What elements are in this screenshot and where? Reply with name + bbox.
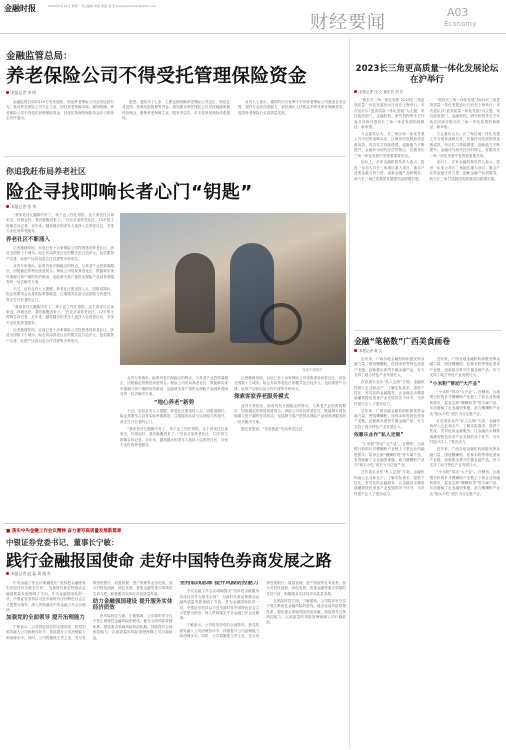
- subhead: 助力金融强国建设 提升服务实体经济质效: [92, 599, 173, 611]
- article-headline: 2023长三角更高质量一体化发展论坛在沪举行: [355, 64, 499, 85]
- article-securities: [4, 526, 346, 750]
- bullet-icon: [6, 91, 9, 94]
- article-body-col1: “我家老伴儿腿脚不好了，孩子也工作忙得很，这个养老社区离家近，环境也好，我们就搬进来了。”在北京某养老社区，72岁的王阿姨告诉记者。近年来，越来越多的老年人选择入住养老社区，享受专业化的养老服务。 养老社区不断涌入 记者梳理发现，目前已有十余家保险公司投资建设养老社区，涉及全国数十个城市。险企布局养老社区的模式也日趋多元，包括重资产自建、轻资产运营以及合作共建等多种形式。 业内专家指出，险资具有长期稳定的特点，与养老产业投资周期长、回报稳定的特征高度契合。保险公司布局养老社区，既能够实现负债端与资产端的有效联动，也能够为客户提供从保险产品到养老服务的一站式解决方案。 不过，也有业内人士提醒，养老社区建设投入大、回报周期长，险企需要结合自身实际审慎推进，注重服务品质与运营能力的提升，真正打开长者的心门。 “我家老伴儿腿脚不好了，孩子也工作忙得很，这个养老社区离家近，环境也好，我们就搬进来了。”在北京某养老社区，72岁的王阿姨告诉记者。近年来，越来越多的老年人选择入住养老社区，享受专业化的养老服务。 记者梳理发现，目前已有十余家保险公司投资建设养老社区，涉及全国数十个城市。险企布局养老社区的模式也日趋多元，包括重资产自建、轻资产运营以及合作共建等多种形式。: [6, 213, 114, 343]
- article-kicker: 金融监管总局：: [6, 51, 73, 62]
- article-byline: 本报记者 沈 文 通讯员 刘 洋: [354, 90, 403, 95]
- article-yangtze-forum: [352, 38, 502, 328]
- article-divider: [354, 330, 502, 331]
- page-number: A03: [447, 6, 469, 19]
- article-divider: [4, 523, 346, 524]
- article-byline: 本报记者 李 明: [6, 90, 36, 96]
- article-body: “做好长三角一体化发展”2023长三角更高质量一体化发展论坛日前在上海举行。本次论坛以“更高质量一体化发展”为主题，来自政府部门、金融机构、研究机构等多方代表共同探讨推动长三角一体化发展的新路径、新举措。 与会嘉宾认为，长三角区域一体化发展上升为国家战略以来，区域协同发展取得显著成效，经济实力持续增强，创新能力不断提升。金融作为现代经济的核心，在服务长三角一体化发展中发挥着重要作用。 论坛上，多家金融机构负责人表示，将进一步加大对长三角地区重大项目、重点产业的金融支持力度，创新金融产品和服务，助力长三角打造我国发展强劲活跃增长极。 “做好长三角一体化发展”2023长三角更高质量一体化发展论坛日前在上海举行。本次论坛以“更高质量一体化发展”为主题，来自政府部门、金融机构、研究机构等多方代表共同探讨推动长三角一体化发展的新路径、新举措。 与会嘉宾认为，长三角区域一体化发展上升为国家战略以来，区域协同发展取得显著成效，经济实力持续增强，创新能力不断提升。金融作为现代经济的核心，在服务长三角一体化发展中发挥着重要作用。 论坛上，多家金融机构负责人表示，将进一步加大对长三角地区重大项目、重点产业的金融支持力度，创新金融产品和服务，助力长三角打造我国发展强劲活跃增长极。: [354, 98, 500, 181]
- bullet-icon: [6, 205, 9, 208]
- elderly-care-photo: [120, 213, 346, 365]
- article-body: 金融监管总局5月19日发布通知，规范养老保险公司业务运营行为，推动养老保险公司专注主业，回归养老保障本源。通知明确，养老保险公司不得受托管理保险资金，其受托管理的保险资金应当按规定有序退出。 据悉，通知共十七条，主要包括明确养老保险公司定位、规范业务范围、加强风险管理等内容。通知要求养老保险公司坚持稳健审慎经营理念，聚焦养老保障主业，服务多层次、多支柱养老保险体系建设。 业内人士表示，通知的出台有利于引导养老保险公司厘清业务边界，提升专业化经营能力，更好满足人民群众多样化养老保障需求，促进养老保险行业高质量发展。: [6, 100, 346, 121]
- section-english: Economy: [444, 20, 477, 28]
- article-headline: 险企寻找叩响长者心门“钥匙”: [6, 182, 253, 203]
- subhead: 依靠乐业作“私人定制”: [354, 433, 404, 439]
- article-divider: [4, 156, 346, 157]
- subhead: 加强党的全面领导 提升治理能力: [6, 615, 85, 622]
- subhead: “小米粉”带动“大产业”: [429, 381, 481, 387]
- bullet-icon: [6, 572, 9, 575]
- article-byline: 本报记者 黄 文: [354, 349, 382, 354]
- section-title: 财经要闻: [310, 12, 386, 33]
- masthead-divider: [0, 33, 506, 34]
- subhead: 探索客家养老服务模式: [234, 394, 290, 401]
- article-body: 近年来，广西各地金融机构积极发挥金融力量，围绕螺蛳粉、桂林米粉等特色美食产业链，创新推出系列专属金融产品，有力支持了地方特色产业发展壮大。 在依靠乐业作“私人定制”方面，金融机构深入企业和农户，了解实际需求，提供个性化、差异化的金融服务，让金融活水精准滴灌到特色美食产业发展的各个环节，为乡村振兴注入了强劲动力。 近年来，广西各地金融机构积极发挥金融力量，围绕螺蛳粉、桂林米粉等特色美食产业链，创新推出系列专属金融产品，有力支持了地方特色产业发展壮大。 依靠乐业作“私人定制” “小米粉”带动“大产业”。在柳州，当地银行机构针对螺蛳粉产业链上下游企业的融资需求，量身定制“螺蛳粉贷”等专属产品，有效破解了企业融资难题，助力螺蛳粉产业从“街头小吃”成长为百亿级产业。 在依靠乐业作“私人定制”方面，金融机构深入企业和农户，了解实际需求，提供个性化、差异化的金融服务，让金融活水精准滴灌到特色美食产业发展的各个环节，为乡村振兴注入了强劲动力。 近年来，广西各地金融机构积极发挥金融力量，围绕螺蛳粉、桂林米粉等特色美食产业链，创新推出系列专属金融产品，有力支持了地方特色产业发展壮大。 “小米粉”带动“大产业” “小米粉”带动“大产业”。在柳州，当地银行机构针对螺蛳粉产业链上下游企业的融资需求，量身定制“螺蛳粉贷”等专属产品，有效破解了企业融资难题，助力螺蛳粉产业从“街头小吃”成长为百亿级产业。 在依靠乐业作“私人定制”方面，金融机构深入企业和农户，了解实际需求，提供个性化、差异化的金融服务，让金融活水精准滴灌到特色美食产业发展的各个环节，为乡村振兴注入了强劲动力。 近年来，广西各地金融机构积极发挥金融力量，围绕螺蛳粉、桂林米粉等特色美食产业链，创新推出系列专属金融产品，有力支持了地方特色产业发展壮大。 “小米粉”带动“大产业”。在柳州，当地银行机构针对螺蛳粉产业链上下游企业的融资需求，量身定制“螺蛳粉贷”等专属产品，有效破解了企业融资难题，助力螺蛳粉产业从“街头小吃”成长为百亿级产业。: [354, 357, 500, 496]
- paper-name: 金融时报: [4, 3, 36, 13]
- article-guangxi-food: [352, 332, 502, 748]
- article-headline: 养老保险公司不得受托管理保险资金: [6, 66, 307, 87]
- subhead: “地心养老”新势: [153, 399, 195, 406]
- article-insurance-regulation: [4, 38, 346, 138]
- article-headline: 金融“笔秘数”广西美食画卷: [354, 337, 451, 346]
- bullet-icon: [354, 90, 357, 93]
- final-caption: 据记者报道，“你追我赶”布局养老社区: [241, 426, 303, 431]
- article-tagline: ■ 落实中央金融工作会议精神 奋力谱写高质量发展新篇章: [6, 529, 122, 534]
- bullet-icon: [354, 349, 357, 352]
- article-elderly-care: [4, 158, 346, 518]
- column-divider: [349, 38, 350, 748]
- article-byline: 本报记者 张 华: [6, 204, 36, 210]
- article-kicker: 你追我赶布局养老社区: [6, 167, 86, 176]
- photo-figure-wheelchair: [260, 303, 302, 345]
- article-headline: 践行金融报国使命 走好中国特色券商发展之路: [6, 551, 332, 570]
- masthead: [0, 0, 506, 34]
- issue-info: 2023年6月12日 星期一 责任编辑 单版 版面 刘 贵 E-mail:jrsb2023@163.com: [48, 4, 156, 8]
- subhead: 养老社区不断涌入: [6, 236, 51, 243]
- photo-figure-elderly: [175, 253, 215, 333]
- subhead: 坚持底线思维 提升风险防控能力: [179, 581, 259, 586]
- article-body-col3: 记者梳理发现，目前已有十余家保险公司投资建设养老社区，涉及全国数十个城市。险企布局养老社区的模式也日趋多元，包括重资产自建、轻资产运营以及合作共建等多种形式。 探索客家养老服务模式 业内专家指出，险资具有长期稳定的特点，与养老产业投资周期长、回报稳定的特征高度契合。保险公司布局养老社区，既能够实现负债端与资产端的有效联动，也能够为客户提供从保险产品到养老服务的一站式解决方案。 据记者报道，“你追我赶”布局养老社区: [234, 376, 346, 431]
- article-kicker: 中银证券党委书记、董事长宁敏：: [6, 538, 119, 547]
- article-byline: 本报记者 赵 磊 周 晓 红: [6, 571, 51, 577]
- photo-caption: 视觉中国图片: [302, 368, 323, 372]
- article-body: 中央金融工作会议明确提出“坚持把金融服务实体经济作为根本宗旨”，为新时代新征程推动金融高质量发展指明了方向。作为金融国家队的一员，中银证券坚持以习近平新时代中国特色社会主义思想为指导，深入贯彻落实中央金融工作会议精神。 加强党的全面领导 提升治理能力 宁敏表示，公司将坚持党的全面领导，把党的领导融入公司治理各环节，持续提升公司治理能力和治理水平。同时，公司将聚焦主责主业，充分发挥投资银行、财富管理、资产管理等业务优势，加大对科技创新、绿色发展、普惠金融等重点领域的支持力度，积极服务实体经济高质量发展。 助力金融强国建设 提升服务实体经济质效 在风险防控方面，宁敏强调，公司将牢牢守住不发生系统性金融风险的底线，健全全面风险管理体系，强化重点领域风险防范化解，持续提升合规风控能力，以高质量的风险管理保障公司行稳致远。 坚持底线思维 提升风险防控能力 中央金融工作会议明确提出“坚持把金融服务实体经济作为根本宗旨”，为新时代新征程推动金融高质量发展指明了方向。作为金融国家队的一员，中银证券坚持以习近平新时代中国特色社会主义思想为指导，深入贯彻落实中央金融工作会议精神。 宁敏表示，公司将坚持党的全面领导，把党的领导融入公司治理各环节，持续提升公司治理能力和治理水平。同时，公司将聚焦主责主业，充分发挥投资银行、财富管理、资产管理等业务优势，加大对科技创新、绿色发展、普惠金融等重点领域的支持力度，积极服务实体经济高质量发展。 在风险防控方面，宁敏强调，公司将牢牢守住不发生系统性金融风险的底线，健全全面风险管理体系，强化重点领域风险防范化解，持续提升合规风控能力，以高质量的风险管理保障公司行稳致远。: [6, 581, 346, 640]
- article-body-col2: 业内专家指出，险资具有长期稳定的特点，与养老产业投资周期长、回报稳定的特征高度契合。保险公司布局养老社区，既能够实现负债端与资产端的有效联动，也能够为客户提供从保险产品到养老服务的一站式解决方案。 “地心养老”新势 不过，也有业内人士提醒，养老社区建设投入大、回报周期长，险企需要结合自身实际审慎推进，注重服务品质与运营能力的提升，真正打开长者的心门。 “我家老伴儿腿脚不好了，孩子也工作忙得很，这个养老社区离家近，环境也好，我们就搬进来了。”在北京某养老社区，72岁的王阿姨告诉记者。近年来，越来越多的老年人选择入住养老社区，享受专业化的养老服务。: [120, 376, 228, 447]
